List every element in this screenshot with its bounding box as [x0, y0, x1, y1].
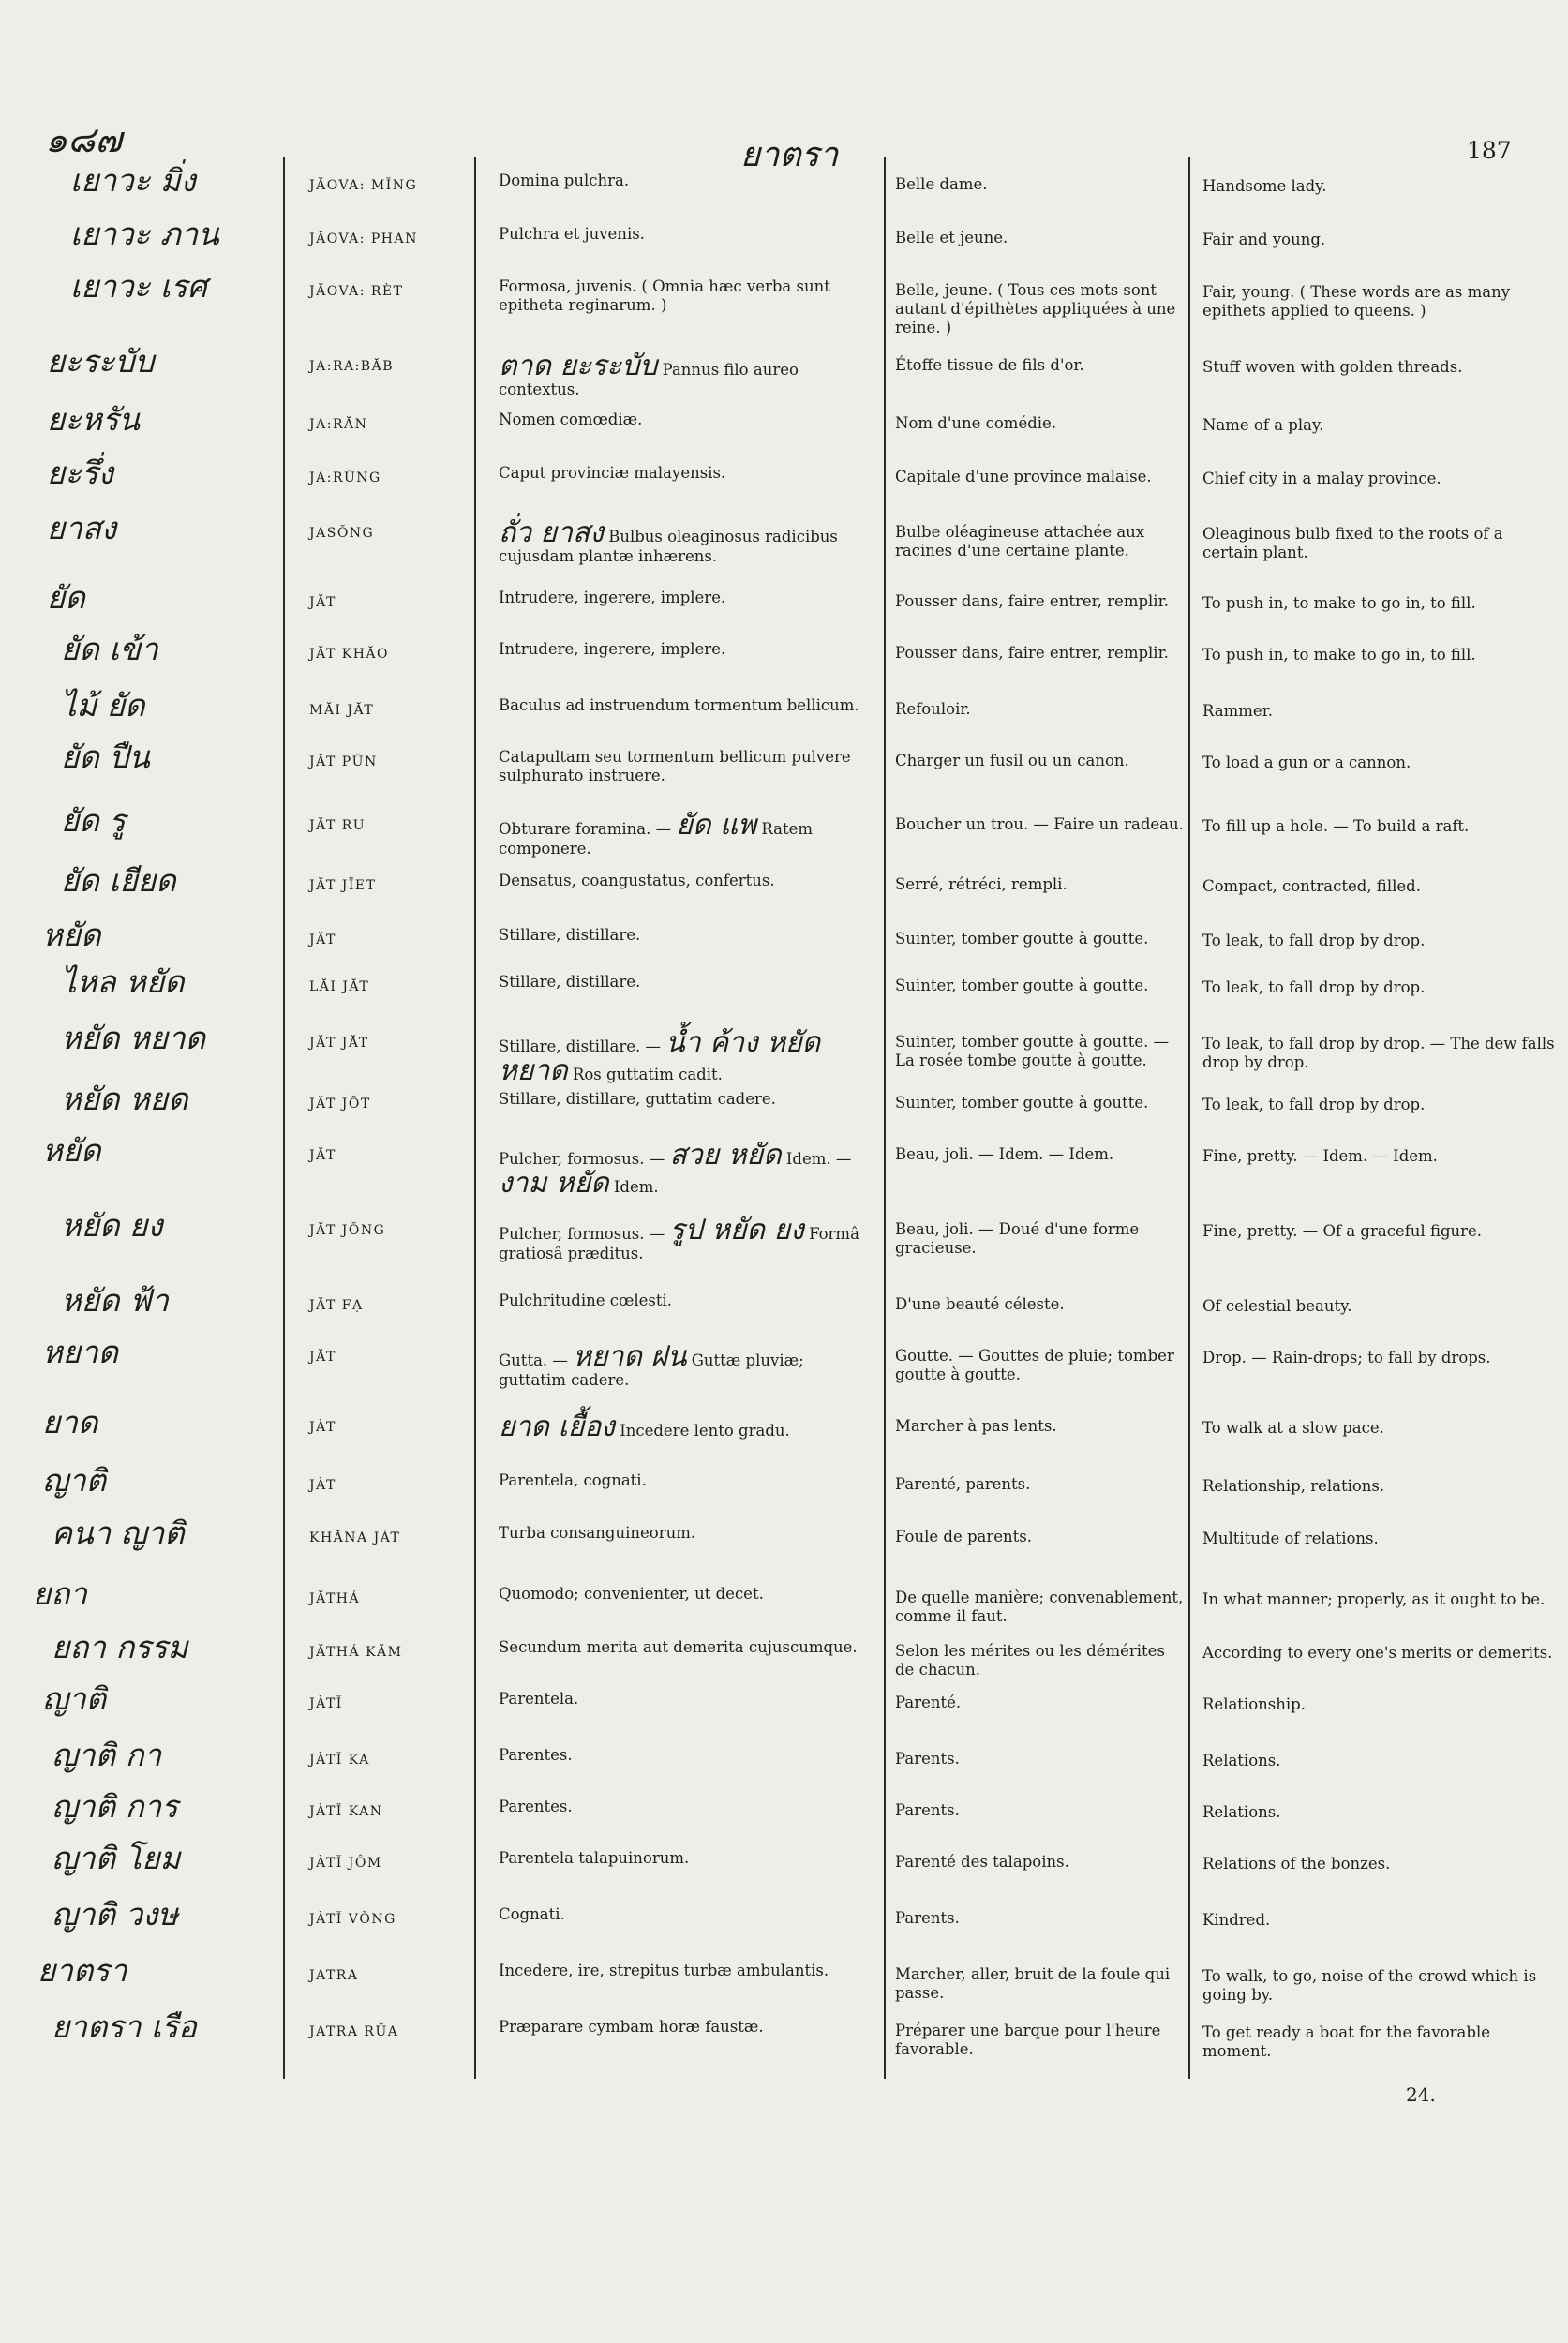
english-definition: To leak, to fall drop by drop. [1202, 978, 1426, 996]
english-definition: Of celestial beauty. [1202, 1297, 1352, 1315]
headword-thai: ยัด เข้า [61, 631, 158, 667]
latin-definition [499, 277, 874, 315]
french-definition: Marcher, aller, bruit de la foule qui passe. [895, 1965, 1171, 2003]
romanization: JATRA RŬA [309, 2024, 399, 2039]
english-definition: According to every one's merits or demerits. [1202, 1644, 1553, 1662]
english-definition: Relationship, relations. [1202, 1477, 1385, 1495]
latin-definition [499, 410, 874, 429]
english-definition: Fine, pretty. — Of a graceful figure. [1202, 1222, 1483, 1240]
latin-definition [499, 872, 874, 890]
french-definition: Capitale d'une province malaise. [895, 468, 1152, 485]
thai-example: ยาด เยื้อง [499, 1410, 615, 1443]
headword-thai: ยัด รู [61, 802, 126, 839]
latin-definition [499, 589, 874, 607]
romanization: JĂOVA: RÈT [309, 284, 404, 299]
french-definition: D'une beauté céleste. [895, 1295, 1065, 1313]
romanization: JĂT JÏET [309, 878, 377, 893]
english-definition: Relationship. [1202, 1695, 1306, 1713]
english-definition: To leak, to fall drop by drop. — The dew falls drop by drop. [1202, 1035, 1555, 1072]
latin-definition [499, 1585, 874, 1604]
romanization: JĂT KHĂO [309, 647, 390, 662]
latin-text: Pannus filo aureo contextus. [499, 361, 799, 398]
french-definition: Suinter, tomber goutte à goutte. [895, 977, 1149, 994]
headword-thai: หยัด [42, 917, 101, 953]
latin-definition [499, 1410, 874, 1443]
english-definition: Oleaginous bulb fixed to the roots of a certain plant. [1202, 525, 1503, 562]
headword-thai: หยัด ฟ้า [61, 1282, 169, 1319]
french-definition: Parenté des talapoins. [895, 1853, 1069, 1871]
english-definition: Fine, pretty. — Idem. — Idem. [1202, 1147, 1438, 1165]
headword-thai: ไม้ ยัด [61, 687, 145, 724]
latin-definition [499, 1905, 874, 1924]
latin-text: Præparare cymbam horæ faustæ. [499, 2018, 764, 2036]
latin-definition [499, 1291, 874, 1310]
latin-definition [499, 1746, 874, 1765]
french-definition: Belle dame. [895, 175, 988, 193]
headword-thai: หยัด [42, 1132, 101, 1169]
latin-text: Formosa, juvenis. ( Omnia hæc verba sunt epitheta reginarum. ) [499, 277, 830, 315]
headword-thai: ไหล หยัด [61, 963, 185, 1000]
column-rule-3 [884, 157, 886, 2079]
latin-definition [499, 1690, 874, 1709]
english-definition: Relations. [1202, 1803, 1281, 1821]
headword-thai: เยาวะ เรศ [70, 268, 207, 305]
running-head: ยาตรา [740, 136, 839, 174]
latin-definition [499, 2018, 874, 2037]
english-definition: To get ready a boat for the favorable moment. [1202, 2023, 1490, 2061]
english-definition: Fair, young. ( These words are as many epithets applied to queens. ) [1202, 283, 1511, 321]
french-definition: Parents. [895, 1750, 960, 1768]
latin-text: Stillare, distillare. [499, 926, 641, 944]
english-definition: Stuff woven with golden threads. [1202, 358, 1463, 376]
headword-thai: คนา ญาติ [52, 1515, 185, 1551]
latin-text: Parentela. [499, 1690, 579, 1708]
headword-thai: ยาสง [47, 510, 117, 546]
headword-thai: ญาติ [42, 1680, 107, 1717]
latin-definition [499, 516, 874, 566]
latin-definition [499, 748, 874, 785]
french-definition: De quelle manière; convenablement, comme il faut. [895, 1589, 1184, 1626]
headword-thai: ญาติ โยม [52, 1840, 181, 1876]
latin-definition [499, 1471, 874, 1490]
english-definition: To fill up a hole. — To build a raft. [1202, 817, 1470, 835]
headword-thai: ญาติ การ [52, 1788, 178, 1825]
romanization: JA:RA:BĂB [309, 359, 394, 374]
french-definition: Préparer une barque pour l'heure favorable. [895, 2022, 1161, 2059]
latin-definition [499, 172, 874, 190]
english-definition: Compact, contracted, filled. [1202, 877, 1421, 895]
french-definition: Boucher un trou. — Faire un radeau. [895, 815, 1184, 833]
headword-thai: ยะหรัน [47, 401, 141, 438]
romanization: JĂT RU [309, 818, 366, 833]
headword-thai: ยาด [42, 1404, 98, 1440]
latin-text: Bulbus oleaginosus radicibus cujusdam plantæ inhærens. [499, 528, 838, 565]
romanization: JA:RĂN [309, 417, 368, 432]
english-definition: To load a gun or a cannon. [1202, 754, 1411, 771]
romanization: JĂT JŎT [309, 1097, 371, 1112]
latin-definition [499, 696, 874, 715]
latin-text: Densatus, coangustatus, confertus. [499, 872, 775, 889]
headword-thai: ยะระบับ [47, 343, 155, 380]
english-definition: Name of a play. [1202, 416, 1324, 434]
latin-text: Intrudere, ingerere, implere. [499, 589, 726, 606]
latin-definition [499, 1340, 874, 1390]
english-definition: Relations of the bonzes. [1202, 1855, 1391, 1873]
thai-example: ถั่ว ยาสง [499, 516, 604, 549]
latin-text: Parentela talapuinorum. [499, 1849, 690, 1867]
latin-definition [499, 640, 874, 659]
french-definition: Beau, joli. — Doué d'une forme gracieuse. [895, 1220, 1140, 1258]
french-definition: Parenté, parents. [895, 1475, 1031, 1493]
latin-text: Domina pulchra. [499, 172, 630, 189]
latin-text: Catapultam seu tormentum bellicum pulvere sulphurato instruere. [499, 748, 851, 785]
headword-thai: ยัด [47, 579, 85, 616]
latin-text: Secundum merita aut demerita cujuscumque. [499, 1638, 858, 1656]
latin-definition [499, 1090, 874, 1109]
english-definition: Drop. — Rain-drops; to fall by drops. [1202, 1349, 1491, 1366]
latin-definition [499, 809, 874, 858]
french-definition: Belle et jeune. [895, 229, 1008, 246]
signature-mark: 24. [1406, 2083, 1436, 2106]
english-definition: To push in, to make to go in, to fill. [1202, 646, 1476, 664]
headword-thai: ยะรึ่ง [47, 455, 113, 491]
headword-thai: ยัด เยียด [61, 862, 176, 899]
headword-thai: ยถา กรรม [52, 1629, 188, 1665]
headword-thai: เยาวะ ภาน [70, 216, 219, 252]
thai-example: ยัด แพ [676, 809, 757, 842]
romanization: JĂT FẠ [309, 1298, 364, 1313]
latin-definition [499, 1524, 874, 1543]
headword-thai: ญาติ [42, 1462, 107, 1499]
romanization: JĂT [309, 933, 336, 948]
romanization: JA:RŬNG [309, 470, 381, 485]
latin-text: Parentes. [499, 1798, 573, 1815]
latin-text: Turba consanguineorum. [499, 1524, 696, 1542]
latin-text: Incedere lento gradu. [620, 1422, 790, 1440]
romanization: JĂT PŬN [309, 754, 378, 769]
french-definition: Bulbe oléagineuse attachée aux racines d'une certaine plante. [895, 523, 1145, 560]
latin-text: Guttæ pluviæ; guttatim cadere. [499, 1351, 804, 1389]
latin-text: Cognati. [499, 1905, 565, 1923]
french-definition: Parents. [895, 1801, 960, 1819]
romanization: JĂT [309, 1350, 336, 1365]
latin-definition [499, 1962, 874, 1980]
english-definition: Chief city in a malay province. [1202, 470, 1441, 487]
thai-example: สวย หยัด [669, 1139, 782, 1172]
latin-definition [499, 973, 874, 992]
headword-thai: ยาตรา [37, 1952, 127, 1989]
romanization: JÀT [309, 1478, 336, 1493]
latin-text: Idem. [613, 1178, 659, 1196]
headword-thai: ญาติ วงษ [52, 1896, 178, 1933]
romanization: JĂT JĂT [309, 1036, 369, 1051]
headword-thai: หยัด ยง [61, 1207, 163, 1244]
thai-example: น้ำ ค้าง หยัด หยาด [499, 1026, 821, 1087]
romanization: LĂI JĂT [309, 979, 370, 994]
headword-thai: ญาติ กา [52, 1737, 162, 1773]
english-definition: Rammer. [1202, 702, 1274, 720]
latin-definition [499, 352, 874, 399]
romanization: JÀT [309, 1420, 336, 1435]
latin-definition [499, 1216, 874, 1263]
column-rule-2 [474, 157, 476, 2079]
latin-text: Baculus ad instruendum tormentum bellicum. [499, 696, 859, 714]
latin-text: Ratem componere. [499, 820, 814, 858]
latin-text: Quomodo; convenienter, ut decet. [499, 1585, 764, 1603]
headword-thai: เยาวะ มิ่ง [70, 162, 196, 199]
thai-example: งาม หยัด [499, 1167, 609, 1200]
english-definition: To leak, to fall drop by drop. [1202, 932, 1426, 949]
latin-text: Pulcher, formosus. — [499, 1225, 665, 1243]
french-definition: Suinter, tomber goutte à goutte. [895, 1094, 1149, 1112]
english-definition: Handsome lady. [1202, 177, 1327, 195]
romanization: JĂOVA: MĬNG [309, 178, 418, 193]
romanization: JĂTHÁ [309, 1591, 361, 1606]
romanization: KHĂNA JÀT [309, 1530, 401, 1545]
headword-thai: ยัด ปืน [61, 739, 150, 775]
romanization: JÀTĬ JÔM [309, 1856, 382, 1871]
romanization: JĂTHÁ KĂM [309, 1645, 403, 1660]
latin-text: Stillare, distillare. — [499, 1037, 661, 1055]
column-rule-4 [1188, 157, 1190, 2079]
french-definition: Serré, rétréci, rempli. [895, 875, 1068, 893]
thai-example: รูป หยัด ยง [669, 1214, 804, 1246]
english-definition: To walk, to go, noise of the crowd which is going by. [1202, 1967, 1537, 2005]
headword-thai: หยาด [42, 1334, 119, 1370]
latin-text: Stillare, distillare. [499, 973, 641, 991]
latin-text: Parentes. [499, 1746, 573, 1764]
latin-definition [499, 1849, 874, 1868]
latin-text: Formâ gratiosâ præditus. [499, 1225, 859, 1262]
latin-definition [499, 1139, 874, 1200]
latin-text: Idem. — [785, 1150, 852, 1168]
latin-text: Intrudere, ingerere, implere. [499, 640, 726, 658]
thai-example: หยาด ฝน [573, 1340, 687, 1373]
french-definition: Selon les mérites ou les démérites de chacun. [895, 1642, 1165, 1679]
romanization: MĂI JĂT [309, 703, 375, 718]
english-definition: Kindred. [1202, 1911, 1271, 1929]
french-definition: Foule de parents. [895, 1528, 1032, 1545]
french-definition: Suinter, tomber goutte à goutte. — La rosée tombe goutte à goutte. [895, 1033, 1170, 1070]
french-definition: Étoffe tissue de fils d'or. [895, 356, 1084, 374]
french-definition: Parenté. [895, 1694, 962, 1711]
english-definition: To leak, to fall drop by drop. [1202, 1096, 1426, 1113]
latin-text: Ros guttatim cadit. [572, 1066, 723, 1083]
romanization: JĂT [309, 595, 336, 610]
latin-text: Parentela, cognati. [499, 1471, 647, 1489]
french-definition: Goutte. — Gouttes de pluie; tomber goutte à goutte. [895, 1347, 1174, 1384]
romanization: JĂT JŎNG [309, 1223, 386, 1238]
latin-text: Pulcher, formosus. — [499, 1150, 665, 1168]
headword-thai: ยถา [33, 1575, 87, 1612]
latin-text: Gutta. — [499, 1351, 568, 1369]
latin-definition [499, 1638, 874, 1657]
latin-text: Pulchritudine cœlesti. [499, 1291, 672, 1309]
english-definition: To push in, to make to go in, to fill. [1202, 594, 1476, 612]
latin-text: Stillare, distillare, guttatim cadere. [499, 1090, 776, 1108]
english-definition: In what manner; properly, as it ought to be. [1202, 1590, 1546, 1608]
french-definition: Beau, joli. — Idem. — Idem. [895, 1145, 1114, 1163]
french-definition: Suinter, tomber goutte à goutte. [895, 930, 1149, 948]
latin-definition [499, 225, 874, 244]
romanization: JÀTĬ [309, 1696, 343, 1711]
french-definition: Pousser dans, faire entrer, remplir. [895, 592, 1169, 610]
romanization: JATRA [309, 1968, 359, 1983]
latin-definition [499, 1798, 874, 1816]
english-definition: To walk at a slow pace. [1202, 1419, 1384, 1437]
latin-text: Incedere, ire, strepitus turbæ ambulantis. [499, 1962, 829, 1979]
latin-text: Nomen comœdiæ. [499, 410, 643, 428]
headword-thai: หยัด หยาด [61, 1020, 206, 1056]
english-definition: Fair and young. [1202, 231, 1326, 248]
romanization: JÀTĬ VŎNG [309, 1912, 396, 1927]
french-definition: Marcher à pas lents. [895, 1417, 1057, 1435]
french-definition: Charger un fusil ou un canon. [895, 752, 1129, 769]
latin-definition [499, 926, 874, 945]
thai-example: ตาด ยะระบับ [499, 350, 658, 382]
latin-text: Pulchra et juvenis. [499, 225, 645, 243]
column-rule-1 [283, 157, 285, 2079]
english-definition: Relations. [1202, 1752, 1281, 1769]
latin-definition [499, 1026, 874, 1087]
romanization: JĂOVA: PHAN [309, 231, 418, 246]
headword-thai: หยัด หยด [61, 1081, 188, 1117]
french-definition: Refouloir. [895, 700, 971, 718]
romanization: JASŎNG [309, 526, 375, 541]
latin-text: Obturare foramina. — [499, 820, 672, 838]
page-number: 187 [1467, 137, 1512, 164]
french-definition: Nom d'une comédie. [895, 414, 1057, 432]
french-definition: Pousser dans, faire entrer, remplir. [895, 644, 1169, 662]
romanization: JÀTĬ KAN [309, 1804, 383, 1819]
latin-definition [499, 464, 874, 483]
headword-thai: ยาตรา เรือ [52, 2008, 197, 2045]
french-definition: Belle, jeune. ( Tous ces mots sont autant d'épithètes appliquées à une reine. ) [895, 281, 1176, 337]
romanization: JÀTĬ KA [309, 1753, 370, 1768]
thai-page-number: ๑๘๗ [45, 119, 123, 160]
french-definition: Parents. [895, 1909, 960, 1927]
romanization: JĂT [309, 1148, 336, 1163]
english-definition: Multitude of relations. [1202, 1530, 1379, 1547]
latin-text: Caput provinciæ malayensis. [499, 464, 726, 482]
